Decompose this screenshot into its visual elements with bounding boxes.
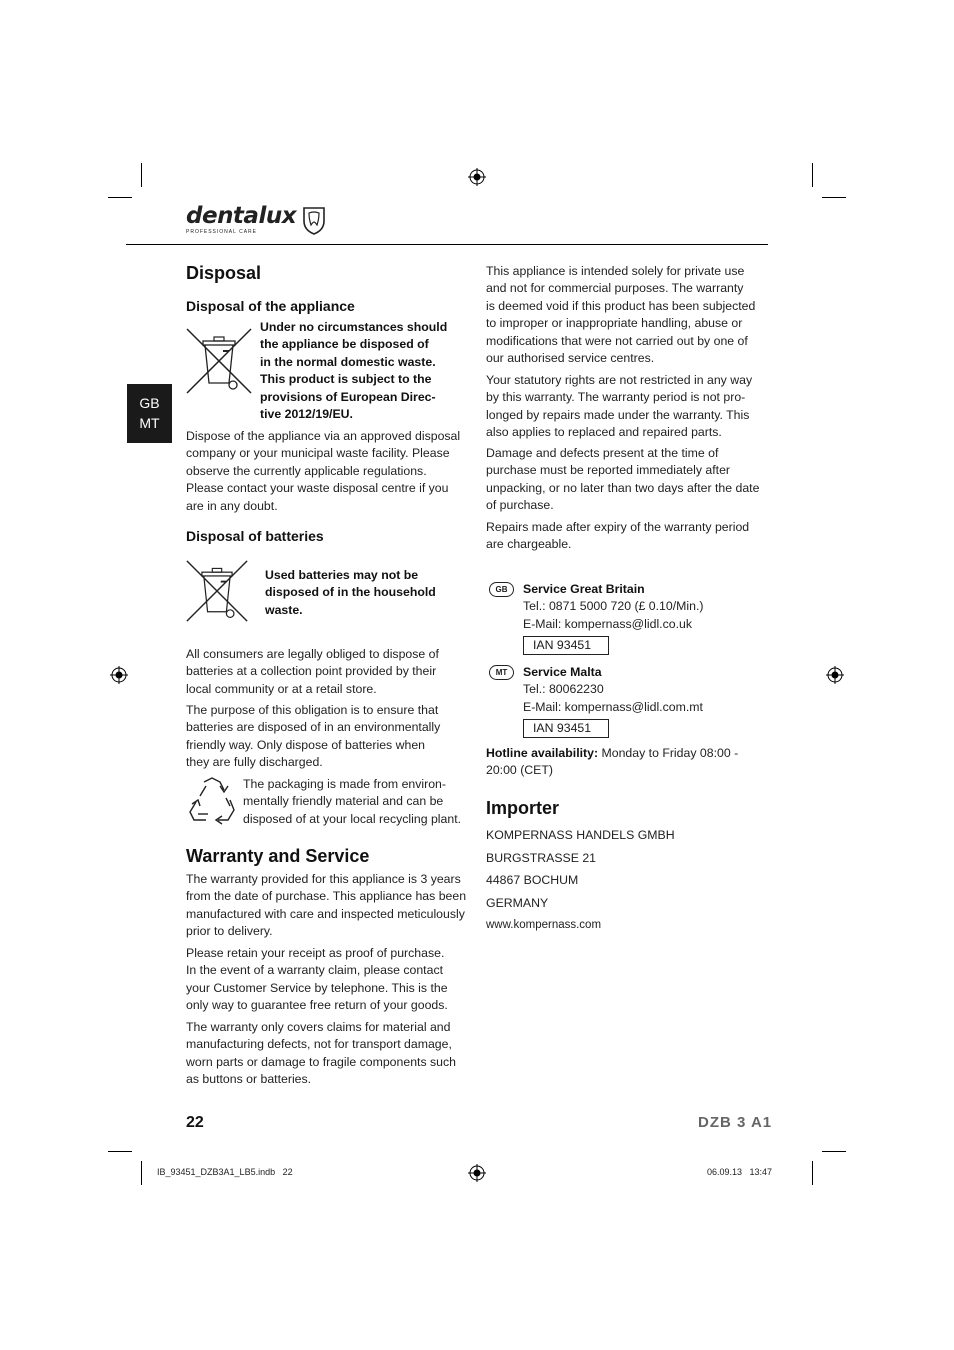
hotline-text: Monday to Friday 08:00 -: [598, 746, 739, 760]
page-number: 22: [186, 1114, 204, 1131]
text-line: purchase must be reported immediately after: [486, 463, 731, 478]
text-line: unpacking, or no later than two days after the date: [486, 480, 760, 495]
batteries-body-1: [186, 646, 476, 698]
text-line: company or your municipal waste facility. Please: [186, 446, 450, 461]
service-mt-email: E-Mail: kompernass@lidl.com.mt: [523, 700, 703, 714]
text-line: batteries are disposed of in an environmentally: [186, 720, 441, 735]
service-gb-tel: Tel.: 0871 5000 720 (£ 0.10/Min.): [523, 599, 704, 613]
disposal-batteries-heading: Disposal of batteries: [186, 528, 324, 544]
hotline-availability: [486, 745, 771, 780]
header-rule: [126, 244, 768, 245]
brand-logo: [186, 205, 326, 235]
text-line: longed by repairs made under the warranty. This: [486, 407, 750, 422]
text-line: prior to delivery.: [186, 924, 273, 939]
address-line: KOMPERNASS HANDELS GMBH: [486, 828, 675, 842]
text-line: Please contact your waste disposal centre if you: [186, 481, 449, 496]
text-line: in the normal domestic waste.: [260, 354, 436, 369]
batteries-warning: [265, 567, 475, 619]
text-line: manufactured with care and inspected meticulously: [186, 906, 465, 921]
text-line: your Customer Service by telephone. This is the: [186, 980, 448, 995]
disposal-appliance-heading: Disposal of the appliance: [186, 298, 355, 314]
text-line: only way to guarantee free return of your goods.: [186, 998, 448, 1013]
text-line: In the event of a warranty claim, please contact: [186, 963, 444, 978]
text-line: also applies to replaced and repaired parts.: [486, 425, 722, 440]
registration-mark-icon: [826, 666, 844, 684]
text-line: Used batteries may not be: [265, 568, 419, 582]
crop-mark: [141, 163, 142, 187]
text-line: manufacturing defects, not for transport damage,: [186, 1037, 452, 1052]
text-line: provisions of European Direc-: [260, 389, 436, 404]
text-line: modifications that were not carried out by one of: [486, 333, 748, 348]
disposal-title: Disposal: [186, 263, 262, 283]
text-line: to improper or inappropriate handling, abuse or: [486, 316, 743, 331]
crop-mark: [108, 197, 132, 198]
registration-mark-icon: [110, 666, 128, 684]
text-line: batteries at a collection point provided by their: [186, 664, 437, 679]
address-line: 44867 BOCHUM: [486, 873, 579, 887]
crossed-bin-icon: [185, 327, 253, 395]
text-line: Damage and defects present at the time of: [486, 446, 719, 460]
model-number: DZB 3 A1: [698, 1114, 773, 1131]
registration-mark-icon: [468, 168, 486, 186]
warranty-paragraph-5: [486, 372, 771, 442]
appliance-warning: [260, 319, 475, 423]
text-line: Please retain your receipt as proof of purchase.: [186, 946, 445, 960]
text-line: observe the currently applicable regulations.: [186, 463, 427, 478]
text-line: worn parts or damage to fragile components such: [186, 1054, 456, 1069]
warranty-paragraph-7: [486, 519, 771, 554]
importer-website: www.kompernass.com: [486, 919, 602, 931]
country-badge-mt: MT: [489, 665, 514, 680]
text-line: is deemed void if this product has been subjected: [486, 298, 756, 313]
service-gb-name: Service Great Britain: [523, 582, 645, 596]
batteries-body-2: [186, 702, 476, 772]
text-line: mentally friendly material and can be: [243, 794, 444, 809]
text-line: tive 2012/19/EU.: [260, 407, 353, 422]
text-line: All consumers are legally obliged to dispose of: [186, 647, 439, 661]
warranty-paragraph-1: [186, 871, 476, 941]
service-mt-name: Service Malta: [523, 665, 602, 679]
packaging-text: [243, 776, 478, 828]
logo-wordmark: dentalux: [186, 203, 297, 229]
registration-mark-icon: [468, 1164, 486, 1182]
crop-mark: [141, 1161, 142, 1185]
warranty-paragraph-4: [486, 263, 771, 367]
service-gb-ian: IAN 93451: [523, 636, 609, 655]
hotline-label: Hotline availability:: [486, 746, 599, 760]
crop-mark: [822, 1151, 846, 1152]
text-line: from the date of purchase. This appliance has been: [186, 889, 467, 904]
crop-mark: [812, 1161, 813, 1185]
importer-title: Importer: [486, 798, 560, 818]
crop-mark: [108, 1151, 132, 1152]
text-line: by this warranty. The warranty period is not pro-: [486, 390, 746, 405]
print-slug-date: 06.09.13 13:47: [707, 1167, 773, 1177]
print-slug-file: IB_93451_DZB3A1_LB5.indb 22: [157, 1167, 293, 1177]
warranty-paragraph-6: [486, 445, 771, 515]
text-line: This appliance is intended solely for private use: [486, 264, 745, 278]
text-line: the appliance be disposed of: [260, 337, 429, 352]
text-line: our authorised service centres.: [486, 351, 655, 366]
crossed-bin-icon: [185, 559, 249, 623]
text-line: are in any doubt.: [186, 498, 278, 513]
country-badge-gb: GB: [489, 582, 514, 597]
text-line: Your statutory rights are not restricted in any way: [486, 373, 753, 387]
text-line: as buttons or batteries.: [186, 1072, 312, 1087]
hotline-text-line-2: 20:00 (CET): [486, 763, 553, 778]
text-line: and not for commercial purposes. The warranty: [486, 281, 744, 296]
address-line: GERMANY: [486, 895, 549, 910]
text-line: The warranty provided for this appliance is 3 years: [186, 872, 461, 886]
warranty-paragraph-2: [186, 945, 476, 1015]
importer-address: [486, 824, 771, 937]
text-line: of purchase.: [486, 498, 554, 513]
text-line: local community or at a retail store.: [186, 681, 377, 696]
text-line: disposed of in the household: [265, 585, 436, 600]
service-mt-ian: IAN 93451: [523, 719, 609, 738]
service-mt-tel: Tel.: 80062230: [523, 682, 604, 696]
crop-mark: [822, 197, 846, 198]
warranty-paragraph-3: [186, 1019, 476, 1089]
lang-code-mt: MT: [139, 415, 160, 431]
address-line: BURGSTRASSE 21: [486, 850, 597, 865]
text-line: Dispose of the appliance via an approved disposal: [186, 429, 461, 443]
text-line: disposed of at your local recycling plant.: [243, 811, 462, 826]
shield-tooth-icon: [302, 205, 326, 235]
crop-mark: [812, 163, 813, 187]
language-tab: [127, 384, 172, 443]
warranty-title: Warranty and Service: [186, 846, 370, 866]
logo-subline: PROFESSIONAL CARE: [186, 229, 257, 235]
text-line: The warranty only covers claims for material and: [186, 1020, 451, 1034]
text-line: This product is subject to the: [260, 372, 432, 387]
text-line: friendly way. Only dispose of batteries when: [186, 737, 425, 752]
text-line: waste.: [265, 602, 303, 617]
service-gb-email: E-Mail: kompernass@lidl.co.uk: [523, 617, 692, 631]
recycling-icon: [186, 776, 238, 826]
text-line: they are fully discharged.: [186, 755, 323, 770]
text-line: Under no circumstances should: [260, 320, 448, 334]
text-line: The purpose of this obligation is to ensure that: [186, 703, 439, 717]
appliance-body: [186, 428, 476, 515]
lang-code-gb: GB: [139, 395, 160, 411]
text-line: Repairs made after expiry of the warranty period: [486, 520, 750, 534]
text-line: are chargeable.: [486, 537, 572, 552]
text-line: The packaging is made from environ-: [243, 777, 446, 791]
